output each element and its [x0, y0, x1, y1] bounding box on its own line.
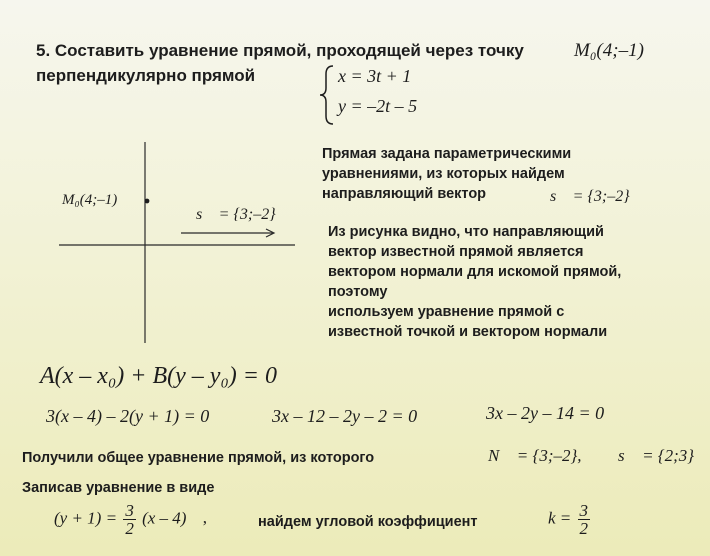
substituted-equation: 3(x – 4) – 2(y + 1) = 0 — [46, 406, 210, 426]
normal-vector-formula: N⃗ = {3;–2}, — [488, 446, 582, 465]
slope-value-fraction: $\frac{3}{2}$ — [579, 501, 589, 538]
slope-fraction: $\frac{3}{2}$ — [125, 501, 134, 538]
reasoning-line3: вектором нормали для искомой прямой, — [328, 264, 622, 280]
conclusion-line: Получили общее уравнение прямой, из которого — [22, 450, 375, 466]
reasoning-line5: используем уравнение прямой с — [328, 304, 565, 320]
problem-title-line2: перпендикулярно прямой — [36, 66, 256, 85]
reasoning-line4: поэтому — [328, 284, 388, 300]
sketch — [55, 140, 300, 345]
expanded-equation: 3x – 12 – 2y – 2 = 0 — [272, 406, 418, 426]
problem-title: 5. Составить уравнение прямой, проходящей через точку — [36, 41, 524, 60]
slope-value: k = $\frac{3}{2}$ — [548, 501, 589, 538]
reasoning-line2: вектор известной прямой является — [328, 244, 584, 260]
slope-form-equation: (y + 1) = $\frac{3}{2}$ (x – 4) , — [54, 501, 207, 538]
final-equation: 3x – 2y – 14 = 0 — [486, 403, 605, 423]
equation-x: x = 3t + 1 — [338, 66, 412, 86]
slope-coefficient-text: найдем угловой коэффициент — [258, 514, 478, 530]
point-m0-label: M₀(4;–1) — [574, 40, 644, 61]
point-m0-dot — [145, 199, 150, 204]
system-brace — [318, 64, 336, 126]
new-direction-vector-formula: s⃗ = {2;3} — [618, 446, 695, 465]
explanation-line2: уравнениями, из которых найдем — [322, 166, 565, 182]
sketch-point-label: M₀(4;–1) — [62, 192, 118, 208]
reasoning-line1: Из рисунка видно, что направляющий — [328, 224, 604, 240]
sketch-vector-label: s⃗ = {3;–2} — [196, 206, 276, 223]
slope-form-intro: Записав уравнение в виде — [22, 480, 215, 496]
reasoning-line6: известной точкой и вектором нормали — [328, 324, 608, 340]
general-normal-equation: A(x – x₀) + B(y – y₀) = 0 — [40, 363, 277, 389]
explanation-line3: направляющий вектор — [322, 186, 487, 202]
explanation-line1: Прямая задана параметрическими — [322, 146, 572, 162]
equation-y: y = –2t – 5 — [338, 96, 418, 116]
direction-vector-formula: s⃗ = {3;–2} — [550, 188, 630, 205]
